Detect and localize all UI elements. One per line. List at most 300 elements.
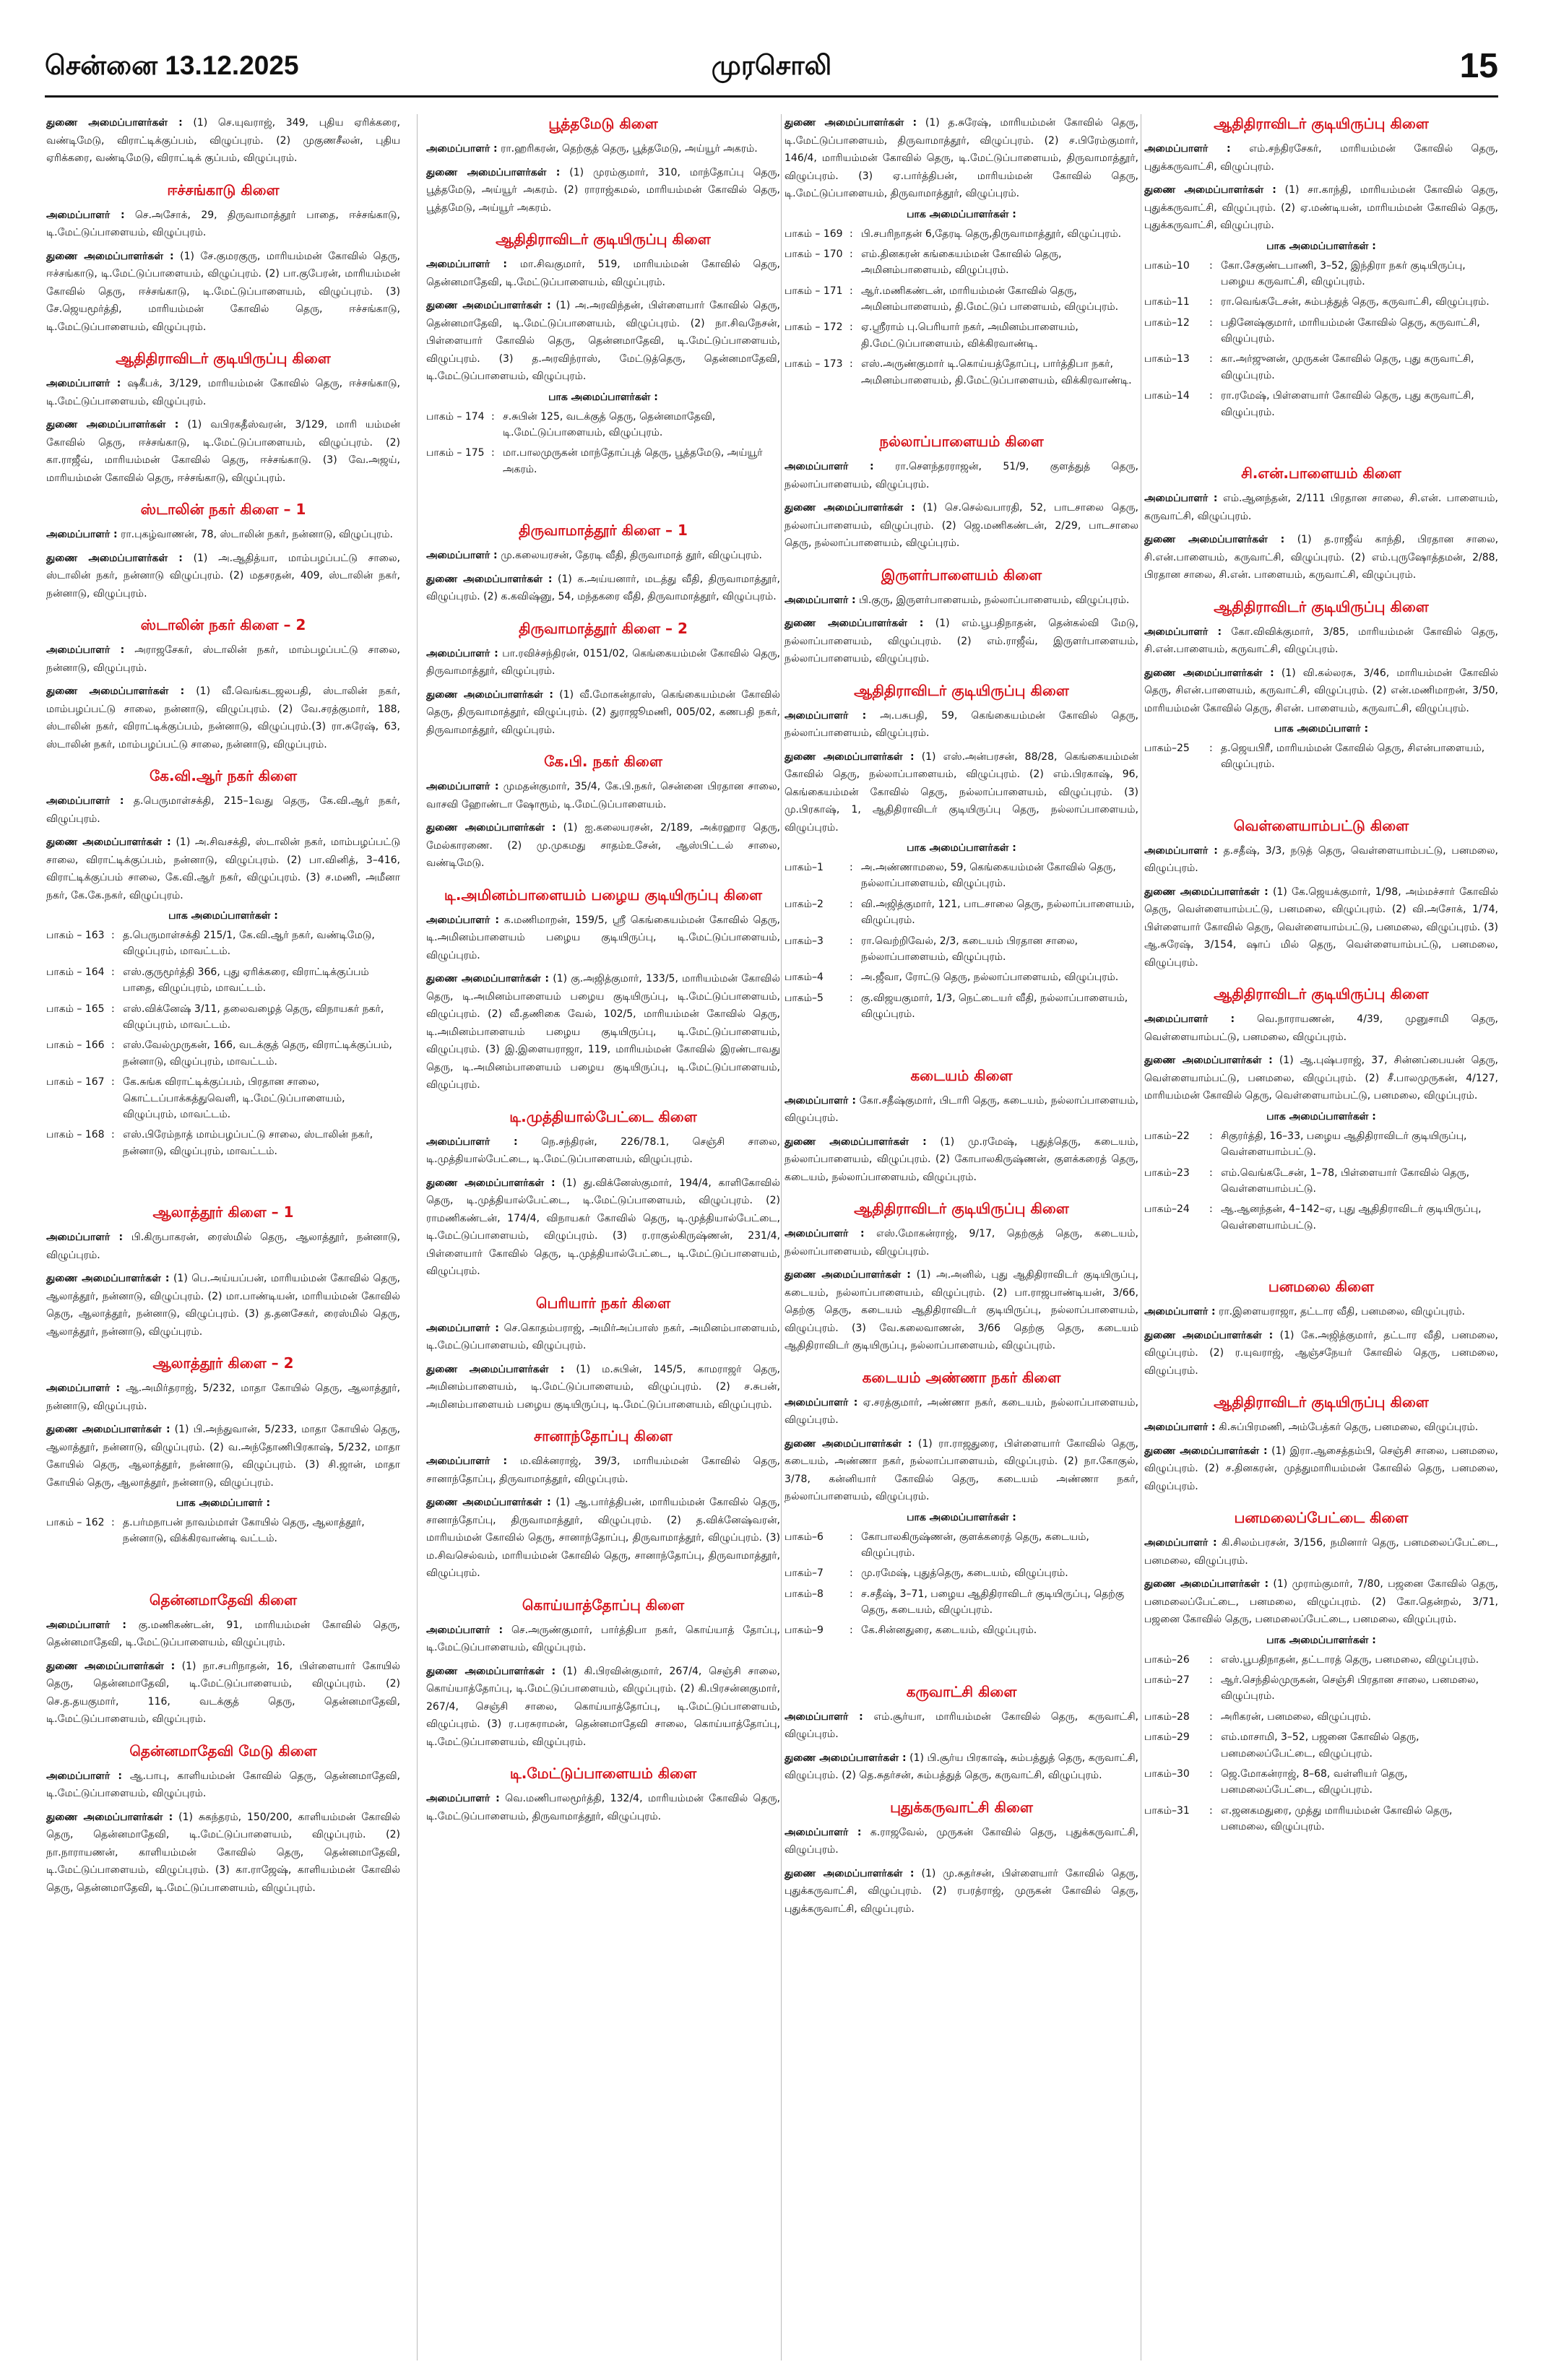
separator-colon: :	[111, 1076, 115, 1089]
booth-agent-details: அரிகரன், பனமலை, விழுப்புரம்.	[1221, 1710, 1371, 1723]
officer-details: (1) த.ராஜீவ் காந்தி, பிரதான சாலை, சி.என்.பாளையம், கருவாட்சி, விழுப்புரம். (2) எம்.புருஷோத்தமன், 2/88, பிரதான சாலை, சி.என். பாளையம், கருவாட்சி, விழுப்புரம்.	[1144, 534, 1498, 581]
role-label: துணை அமைப்பாளர்கள் :	[785, 1437, 912, 1450]
officer-entry	[426, 1320, 780, 1355]
booth-agent-row	[426, 445, 780, 477]
booth-number: பாகம் – 168	[46, 1129, 105, 1141]
branch-heading: கருவாட்சி கிளை	[906, 1682, 1017, 1700]
booth-agent-details: ச.சுபின் 125, வடக்குத் தெரு, தென்னமாதேவி, டி.மேட்டுப்பாளையம், விழுப்புரம்.	[503, 410, 716, 438]
officer-details: (1) அ.அனில், புது ஆதிதிராவிடர் குடியிருப்பு, கடையம், நல்லாப்பாளையம், விழுப்புரம். (2) பா.ராஜபாண்டியன், 3/66, தெற்கு தெரு, கடையம் ஆதிதிராவிடர் குடியிருப்பு, நல்லாப்பாளையம், விழுப்புரம். (3) வே.கலைவாணன், 3/66 தெற்கு தெரு, கடையம் ஆதிதிராவிடர் குடியிருப்பு, நல்லாப்பாளையம், விழுப்புரம்.	[785, 1269, 1138, 1352]
officer-entry	[46, 683, 400, 753]
officer-entry	[46, 1380, 400, 1415]
booth-number: பாகம்–9	[785, 1624, 824, 1637]
booth-agent-details: கா.அர்ஜுனன், முருகன் கோவில் தெரு, புது கருவாட்சி, விழுப்புரம்.	[1221, 353, 1474, 381]
booth-number: பாகம் – 172	[785, 321, 843, 334]
column-3	[785, 114, 1138, 2360]
branch-section	[426, 1107, 780, 1281]
branch-section	[46, 1354, 400, 1547]
role-label: அமைப்பாளர் :	[785, 1396, 858, 1408]
officer-entry	[426, 1453, 780, 1488]
separator-colon: :	[1209, 1130, 1213, 1142]
booth-number: பாகம்–12	[1144, 316, 1190, 329]
role-label: துணை அமைப்பாளர்கள் :	[426, 1665, 556, 1677]
officer-entry	[426, 1663, 780, 1752]
separator-colon: :	[850, 898, 853, 910]
officer-details: (1) ஆ.பார்த்திபன், மாரியம்மன் கோவில் தெரு, சானாந்தோப்பு, திருவாமாத்தூர், விழுப்புரம். (2) த.விக்னேஷ்வரன், மாரியம்மன் கோவில் தெரு, சானாந்தோப்பு, திருவாமாத்தூர், விழுப்புரம். (3) ம.சிவசெல்வம், மாரியம்மன் கோவில் தெரு, சானாந்தோப்பு, திருவாமாத்தூர், விழுப்புரம்.	[426, 1497, 780, 1580]
branch-heading: புதுக்கருவாட்சி கிளை	[890, 1798, 1033, 1816]
role-label: துணை அமைப்பாளர்கள் :	[785, 502, 915, 514]
role-label: துணை அமைப்பாளர்கள் :	[46, 1811, 173, 1823]
officer-entry	[46, 641, 400, 677]
officer-entry	[46, 375, 400, 410]
booth-agents-heading: பாக அமைப்பாளர்கள் :	[168, 910, 278, 922]
booth-agent-row	[785, 990, 1138, 1023]
booth-number: பாகம் – 166	[46, 1039, 105, 1052]
booth-agent-row	[46, 1127, 400, 1159]
role-label: துணை அமைப்பாளர்கள் :	[426, 688, 553, 701]
officer-entry	[46, 1229, 400, 1264]
booth-agent-row	[1144, 1766, 1498, 1799]
separator-colon: :	[850, 321, 853, 334]
role-label: அமைப்பாளர் :	[1144, 1421, 1216, 1434]
booth-agents-heading: பாக அமைப்பாளர்கள் :	[1266, 1634, 1376, 1646]
role-label: துணை அமைப்பாளர்கள் :	[426, 1363, 565, 1375]
branch-section	[1144, 985, 1498, 1234]
booth-number: பாகம் – 165	[46, 1003, 105, 1015]
branch-heading: இருளர்பாளையம் கிளை	[881, 566, 1042, 584]
booth-number: பாகம் – 162	[46, 1517, 105, 1529]
booth-agent-row	[1144, 1803, 1498, 1835]
officer-entry	[1144, 181, 1498, 235]
booth-number: பாகம்–5	[785, 992, 824, 1004]
officer-details: கோ.விவிக்குமார், 3/85, மாரியம்மன் கோவில் தெரு, சி.என்.பாளையம், கருவாட்சி, விழுப்புரம்.	[1144, 626, 1498, 656]
booth-agent-details: எம்.தினகரன் கங்கையம்மன் கோவில் தெரு, அமினம்பாளையம், விழுப்புரம்.	[861, 248, 1062, 277]
officer-details: ரா.ஹரிகரன், தெற்குத் தெரு, பூத்தமேடு, அய்யூர் அகரம்.	[501, 143, 758, 155]
booth-agent-details: எம்.வெங்கடேசன், 1–78, பிள்ளையார் கோவில் தெரு, வெள்ளையாம்பட்டு.	[1221, 1167, 1470, 1195]
officer-entry	[1144, 1534, 1498, 1570]
officer-details: ஷகீபக், 3/129, மாரியம்மன் கோவில் தெரு, ஈச்சங்காடு, டி.மேட்டுப்பாளையம், விழுப்புரம்.	[46, 378, 400, 407]
role-label: அமைப்பாளர் :	[785, 594, 856, 606]
branch-section	[785, 1066, 1138, 1187]
branch-heading: நல்லாப்பாளையம் கிளை	[879, 433, 1044, 451]
branch-heading: கே.வி.ஆர் நகர் கிளை	[149, 767, 298, 784]
separator-colon: :	[1209, 743, 1213, 755]
officer-entry	[785, 592, 1138, 610]
branch-heading: கடையம் அண்ணா நகர் கிளை	[862, 1368, 1061, 1386]
branch-heading: ஈச்சங்காடு கிளை	[167, 181, 280, 199]
officer-details: (1) அ.ஆதித்யா, மாம்பழப்பட்டு சாலை, ஸ்டாலின் நகர், நன்னாடு விழுப்புரம். (2) மதசரதன், 409, ஸ்டாலின் நகர், நன்னாடு, விழுப்புரம்.	[46, 552, 400, 600]
officer-entry	[1144, 490, 1498, 525]
role-label: அமைப்பாளர் :	[785, 709, 867, 722]
role-label: அமைப்பாளர் :	[426, 259, 507, 270]
officer-entry	[785, 707, 1138, 743]
officer-details: (1) செ.செல்வபாரதி, 52, பாடசாலை தெரு, நல்லாப்பாளையம், விழுப்புரம். (2) ஜெ.மணிகண்டன், 2/29, பாடசாலை தெரு, நல்லாப்பாளையம், விழுப்புரம்.	[785, 502, 1138, 550]
booth-agent-row	[1144, 315, 1498, 347]
separator-colon: :	[850, 935, 853, 947]
officer-details: (1) ஆ.புஷ்பராஜ், 37, சின்னப்பையன் தெரு, வெள்ளையாம்பட்டு, பனமலை, விழுப்புரம். (2) சீ.பாலமுருகன், 4/127, மாரியம்மன் கோவில் தெரு, வெள்ளையாம்பட்டு, பனமலை, விழுப்புரம்.	[1144, 1055, 1498, 1102]
branch-section	[426, 1427, 780, 1583]
officer-details: (1) வீ.வெங்கடஜலபதி, ஸ்டாலின் நகர், மாம்பழப்பட்டு சாலை, நன்னாடு, விழுப்புரம். (2) வே.சரத்குமார், 188, ஸ்டாலின் நகர், விராட்டிக்குப்பம், நன்னாடு, விழுப்புரம்.(3) ரா.சுரேஷ், 63, ஸ்டாலின் நகர், மாம்பழப்பட்டு சாலை, நன்னாடு, விழுப்புரம்.	[46, 685, 400, 750]
branch-section	[785, 1199, 1138, 1355]
booth-number: பாகம்–23	[1144, 1167, 1190, 1179]
role-label: அமைப்பாளர் :	[426, 914, 499, 926]
role-label: துணை அமைப்பாளர்கள் :	[46, 1424, 170, 1436]
branch-heading: ஆதிதிராவிடர் குடியிருப்பு கிளை	[1214, 597, 1429, 615]
separator-colon: :	[1209, 1767, 1213, 1780]
role-label: துணை அமைப்பாளர்கள் :	[785, 750, 915, 763]
officer-details: த.சதீஷ், 3/3, நடுத் தெரு, வெள்ளையாம்பட்டு, பனமலை, விழுப்புரம்.	[1144, 844, 1498, 875]
booth-agent-row	[785, 1622, 1138, 1638]
booth-agent-details: ஆர்.மணிகண்டன், மாரியம்மன் கோவில் தெரு, அமினம்பாளையம், தி.மேட்டுப் பாளையம், விழுப்புரம்.	[861, 285, 1119, 313]
booth-agent-row	[1144, 294, 1498, 310]
booth-agent-details: கே.சின்னதுரை, கடையம், விழுப்புரம்.	[861, 1624, 1037, 1637]
officer-entry	[1144, 623, 1498, 659]
role-label: துணை அமைப்பாளர்கள் :	[785, 1135, 927, 1148]
role-label: துணை அமைப்பாளர்கள் :	[46, 419, 179, 430]
branch-heading: பூத்தமேடு கிளை	[548, 115, 658, 132]
booth-agent-row	[785, 283, 1138, 316]
officer-entry	[46, 792, 400, 828]
booth-agent-row	[1144, 1165, 1498, 1198]
role-label: அமைப்பாளர் :	[426, 647, 498, 659]
officer-details: (1) கி.பிரவின்குமார், 267/4, செஞ்சி சாலை, கொய்யாத்தோப்பு, டி.மேட்டுப்பாளையம், விழுப்புரம். (2) கி.பிரசன்னகுமார், 267/4, செஞ்சி சாலை, கொய்யாத்தோப்பு, டி.மேட்டுப்பாளையம், விழுப்புரம். (3) ர.பரசுராமன், தென்னமாதேவி சாலை, கொய்யாத்தோப்பு, டி.மேட்டுப்பாளையம், விழுப்புரம்.	[426, 1665, 780, 1748]
role-label: துணை அமைப்பாளர்கள் :	[46, 552, 183, 564]
role-label: துணை அமைப்பாளர்கள் :	[46, 836, 171, 848]
officer-details: வெ.நாராயணன், 4/39, முனுசாமி தெரு, வெள்ளையாம்பட்டு, பனமலை, விழுப்புரம்.	[1144, 1013, 1498, 1043]
officer-entry	[426, 547, 780, 565]
role-label: துணை அமைப்பாளர்கள் :	[426, 166, 561, 178]
officer-entry	[426, 571, 780, 606]
booth-agent-row	[1144, 1672, 1498, 1705]
booth-agent-details: பதினேஷ்குமார், மாரியம்மன் கோவில் தெரு, கருவாட்சி, விழுப்புரம்.	[1221, 316, 1480, 345]
role-label: துணை அமைப்பாளர்கள் :	[426, 1497, 551, 1509]
branch-heading: ஆதிதிராவிடர் குடியிருப்பு கிளை	[1214, 1393, 1429, 1411]
branch-section	[46, 114, 400, 168]
role-label: துணை அமைப்பாளர்கள் :	[785, 1752, 907, 1764]
booth-agent-details: எம்.மாசாமி, 3–52, பஜனை கோவில் தெரு, பனமலைப்பேட்டை, விழுப்புரம்.	[1221, 1731, 1419, 1760]
branch-section	[46, 181, 400, 337]
officer-entry	[1144, 140, 1498, 176]
role-label: அமைப்பாளர் :	[426, 550, 498, 562]
booth-agent-row	[46, 1074, 400, 1122]
booth-agent-details: கு.விஜயகுமார், 1/3, நெட்டையர் வீதி, நல்லாப்பாளையம், விழுப்புரம்.	[861, 992, 1128, 1021]
booth-number: பாகம்–6	[785, 1531, 824, 1543]
column-1	[46, 114, 400, 2360]
booth-agents-heading: பாக அமைப்பாளர்கள் :	[907, 842, 1016, 854]
branch-section	[785, 1368, 1138, 1639]
branch-section	[785, 1682, 1138, 1785]
booth-agent-row	[1144, 1201, 1498, 1234]
officer-details: ரா.சௌந்தரராஜன், 51/9, குளத்துத் தெரு, நல்லாப்பாளையம், விழுப்புரம்.	[785, 461, 1138, 490]
officer-entry	[426, 1494, 780, 1583]
separator-colon: :	[491, 410, 495, 423]
role-label: அமைப்பாளர் :	[1144, 844, 1218, 857]
officer-entry	[785, 114, 1138, 203]
role-label: அமைப்பாளர் :	[785, 1228, 865, 1240]
role-label: துணை அமைப்பாளர்கள் :	[1144, 1329, 1274, 1341]
officer-details: செ.அருண்குமார், பார்த்திபா நகர், கொய்யாத் தோப்பு, டி.மேட்டுப்பாளையம், விழுப்புரம்.	[426, 1624, 780, 1654]
officer-entry	[426, 297, 780, 386]
booth-agent-details: எஸ்.அருண்குமார் டி.கொய்யத்தோப்பு, பார்த்திபா நகர், அமினம்பாளையம், தி.மேட்டுப்பாளையம், விக்கிரவாண்டி.	[861, 358, 1132, 386]
officer-details: அ.பசுபதி, 59, கெங்கையம்மன் கோவில் தெரு, நல்லாப்பாளையம், விழுப்புரம்.	[785, 709, 1138, 740]
branch-section	[426, 521, 780, 606]
branch-heading: திருவாமாத்தூர் கிளை – 1	[519, 522, 688, 540]
officer-details: (1) த.சுரேஷ், மாரியம்மன் கோவில் தெரு, டி.மேட்டுப்பாளையம், திருவாமாத்தூர், விழுப்புரம். (2) ச.பிரேம்குமார், 146/4, மாரியம்மன் கோவில் தெரு, டி.மேட்டுப்பாளையம், திருவாமாத்தூர், விழுப்புரம். (3) ஏ.பார்த்திபன், மாரியம்மன் கோவில் தெரு, டி.மேட்டுப்பாளையம், திருவாமாத்தூர், விழுப்புரம்.	[785, 117, 1138, 199]
officer-entry	[426, 686, 780, 740]
column-divider	[781, 114, 782, 2360]
booth-agent-row	[1144, 1709, 1498, 1725]
separator-colon: :	[850, 1624, 853, 1637]
booth-agent-details: பி.சபரிநாதன் 6,தேரடி தெரு,திருவாமாத்தூர், விழுப்புரம்.	[861, 228, 1122, 240]
officer-details: அராஜசேகர், ஸ்டாலின் நகர், மாம்பழப்பட்டு சாலை, நன்னாடு, விழுப்புரம்.	[46, 644, 400, 674]
booth-number: பாகம்–22	[1144, 1130, 1190, 1142]
booth-agent-details: ரா.வெங்கடேசன், சும்பத்துத் தெரு, கருவாட்சி, விழுப்புரம்.	[1221, 296, 1490, 308]
officer-details: கி.சிலம்பரசன், 3/156, நமினார் தெரு, பனமலைப்பேட்டை, பனமலை, விழுப்புரம்.	[1144, 1537, 1498, 1567]
branch-heading: ஆதிதிராவிடர் குடியிருப்பு கிளை	[496, 230, 711, 248]
officer-details: (1) எம்.பூபதிநாதன், தென்கல்வி மேடு, நல்லாப்பாளையம், விழுப்புரம். (2) எம்.ராஜீவ், இருளர்பாளையம், நல்லாப்பாளையம், விழுப்புரம்.	[785, 618, 1138, 665]
officer-entry	[785, 1266, 1138, 1355]
booth-agent-details: எஸ்.பிரேம்நாத் மாம்பழப்பட்டு சாலை, ஸ்டாலின் நகர், நன்னாடு, விழுப்புரம், மாவட்டம்.	[123, 1129, 373, 1157]
officer-details: வெ.மணிபாலமூர்த்தி, 132/4, மாரியம்மன் கோவில் தெரு, டி.மேட்டுப்பாளையம், திருவாமாத்தூர், விழுப்புரம்.	[426, 1793, 780, 1822]
role-label: அமைப்பாளர் :	[46, 644, 125, 656]
branch-heading: ஆதிதிராவிடர் குடியிருப்பு கிளை	[854, 681, 1069, 699]
booth-agent-details: த.பர்மநாபன் நாவம்மாள் கோயில் தெரு, ஆலாத்தூர், நன்னாடு, விக்கிரவாண்டி வட்டம்.	[123, 1517, 365, 1545]
officer-details: நெ.சந்திரன், 226/78.1, செஞ்சி சாலை, டி.முத்தியால்பேட்டை, டி.மேட்டுப்பாளையம், விழுப்புரம்.	[426, 1135, 780, 1166]
officer-entry	[426, 256, 780, 291]
role-label: துணை அமைப்பாளர்கள் :	[785, 1269, 911, 1281]
officer-details: மா.சிவகுமார், 519, மாரியம்மன் கோவில் தெரு, தென்னமாதேவி, டி.மேட்டுப்பாளையம், விழுப்புரம்.	[426, 259, 780, 288]
role-label: அமைப்பாளர் :	[46, 1382, 121, 1395]
branch-heading: டி.முத்தியால்பேட்டை கிளை	[509, 1107, 697, 1125]
role-label: துணை அமைப்பாளர்கள் :	[1144, 667, 1274, 679]
officer-details: ஆ.அமிர்தராஜ், 5/232, மாதா கோயில் தெரு, ஆலாத்தூர், நன்னாடு, விழுப்புரம்.	[46, 1382, 400, 1412]
branch-section	[1144, 1393, 1498, 1495]
officer-entry	[46, 416, 400, 487]
branch-section	[785, 566, 1138, 668]
officer-details: (1) கே.அஜித்குமார், தட்டார வீதி, பனமலை, விழுப்புரம். (2) ர.யுவராஜ், ஆஞ்சநேயர் கோவில் தெரு, பனமலை, விழுப்புரம்.	[1144, 1329, 1498, 1377]
officer-details: (1) அ.அரவிந்தன், பிள்ளையார் கோவில் தெரு, தென்னமாதேவி, டி.மேட்டுப்பாளையம், விழுப்புரம். (2) நா.சிவநேசன், பிள்ளையார் கோவில் தெரு, தென்னமாதேவி, டி.மேட்டுப்பாளையம், விழுப்புரம். (3) த.அரவிந்ராஸ், மேட்டுத்தெரு, தென்னமாதேவி, டி.மேட்டுப்பாளையம், விழுப்புரம்.	[426, 300, 780, 382]
officer-entry	[785, 1092, 1138, 1128]
officer-entry	[46, 1421, 400, 1492]
booth-agent-details: கே.சுங்க விராட்டிக்குப்பம், பிரதான சாலை, கொட்டப்பாக்கத்துவெளி, டி.மேட்டுப்பாளையம், விழுப்புரம், மாவட்டம்.	[123, 1076, 345, 1120]
booth-number: பாகம் – 174	[426, 410, 485, 423]
officer-details: (1) இரா.ஆசைத்தம்பி, செஞ்சி சாலை, பனமலை, விழுப்புரம். (2) ச.தினகரன், முத்துமாரியம்மன் கோவில் தெரு, பனமலை, விழுப்புரம்.	[1144, 1445, 1498, 1492]
role-label: அமைப்பாளர் :	[426, 1455, 508, 1468]
officer-details: (1) வீ.மோகன்தாஸ், கெங்கையம்மன் கோவில் தெரு, திருவாமாத்தூர், விழுப்புரம். (2) துராஜூமணி, 005/02, கணபதி நகர், திருவாமாத்தூர், விழுப்புரம்.	[426, 688, 780, 736]
role-label: துணை அமைப்பாளர்கள் :	[46, 1660, 176, 1672]
branch-section	[785, 114, 1138, 389]
officer-details: (1) சுகந்தரம், 150/200, காளியம்மன் கோவில் தெரு, தென்னமாதேவி, டி.மேட்டுப்பாளையம், விழுப்புரம். (2) நா.நாராயணன், காளியம்மன் கோவில் தெரு, தென்னமாதேவி, டி.மேட்டுப்பாளையம், விழுப்புரம். (3) கா.ராஜேஷ், காளியம்மன் கோவில் தெரு, தென்னமாதேவி, டி.மேட்டுப்பாளையம், விழுப்புரம்.	[46, 1811, 400, 1894]
officer-entry	[1144, 1303, 1498, 1321]
officer-details: (1) பி.அந்துவான், 5/233, மாதா கோயில் தெரு, ஆலாத்தூர், நன்னாடு, விழுப்புரம். (2) வ.அந்தோணிபிரகாஷ், 5/232, மாதா கோயில் தெரு, ஆலாத்தூர், நன்னாடு, விழுப்புரம். (3) சி.ஜான், மாதா கோயில் தெரு, ஆலாத்தூர், நன்னாடு, விழுப்புரம்.	[46, 1424, 400, 1489]
officer-entry	[426, 140, 780, 158]
booth-agent-row	[785, 246, 1138, 279]
booth-agent-details: மு.ரமேஷ், புதுத்தெரு, கடையம், விழுப்புரம்.	[861, 1567, 1068, 1580]
role-label: துணை அமைப்பாளர்கள் :	[426, 973, 549, 985]
branch-section	[46, 1203, 400, 1341]
role-label: அமைப்பாளர் :	[426, 781, 499, 793]
officer-details: செ.கொதம்பராஜ், அமிர்அப்பாஸ் நகர், அமினம்பாளையம், டி.மேட்டுப்பாளையம், விழுப்புரம்.	[426, 1322, 780, 1352]
officer-entry	[426, 164, 780, 217]
role-label: துணை அமைப்பாளர்கள் :	[1144, 886, 1268, 898]
officer-details: ம.விக்னராஜ், 39/3, மாரியம்மன் கோவில் தெரு, சானாந்தோப்பு, திருவாமாத்தூர், விழுப்புரம்.	[426, 1455, 780, 1485]
role-label: அமைப்பாளர் :	[426, 1135, 518, 1148]
separator-colon: :	[1209, 296, 1213, 308]
booth-agent-row	[46, 1037, 400, 1070]
booth-agent-details: சிகுரர்த்தி, 16–33, பழைய ஆதிதிராவிடர் குடியிருப்பு, வெள்ளையாம்பட்டு.	[1221, 1130, 1467, 1159]
booth-agent-details: எஸ்.விக்னேஷ் 3/11, தலைவழைத் தெரு, விநாயகர் நகர், விழுப்புரம், மாவட்டம்.	[123, 1003, 384, 1031]
officer-details: ரா.புகழ்வாணன், 78, ஸ்டாலின் நகர், நன்னாடு, விழுப்புரம்.	[121, 529, 393, 540]
officer-entry	[426, 1133, 780, 1169]
booth-number: பாகம்–1	[785, 862, 824, 874]
officer-details: (1) து.விக்னேஸ்குமார், 194/4, காளிகோவில் தெரு, டி.முத்தியால்பேட்டை, டி.மேட்டுப்பாளையம், விழுப்புரம். (2) ராமணிகண்டன், 174/4, விநாயகர் கோவில் தெரு, டி.முத்தியால்பேட்டை, டி.மேட்டுப்பாளையம், விழுப்புரம். (3) ர.ராகுல்கிருஷ்ணன், 231/4, பிள்ளையார் கோவில் தெரு, டி.முத்தியால்பேட்டை, டி.மேட்டுப்பாளையம், விழுப்புரம்.	[426, 1177, 780, 1278]
officer-entry	[426, 1622, 780, 1657]
booth-number: பாகம்–11	[1144, 296, 1190, 308]
separator-colon: :	[111, 1039, 115, 1052]
separator-colon: :	[1209, 1804, 1213, 1817]
branch-section	[1144, 464, 1498, 584]
role-label: அமைப்பாளர் :	[1144, 493, 1218, 505]
separator-colon: :	[1209, 316, 1213, 329]
role-label: துணை அமைப்பாளர்கள் :	[1144, 1055, 1273, 1067]
officer-details: (1) சா.காந்தி, மாரியம்மன் கோவில் தெரு, புதுக்கருவாட்சி, விழுப்புரம். (2) ஏ.மண்டியன், மாரியம்மன் கோவில் தெரு, புதுக்கருவாட்சி, விழுப்புரம்.	[1144, 184, 1498, 231]
separator-colon: :	[850, 248, 853, 260]
role-label: துணை அமைப்பாளர்கள் :	[785, 117, 917, 129]
officer-entry	[1144, 665, 1498, 718]
booth-agent-row	[785, 1586, 1138, 1619]
officer-details: கோ.சதீஷ்குமார், பிடாரி தெரு, கடையம், நல்லாப்பாளையம், விழுப்புரம்.	[785, 1094, 1138, 1125]
branch-heading: டி.மேட்டுப்பாளையம் கிளை	[509, 1765, 697, 1783]
officer-entry	[785, 458, 1138, 493]
separator-colon: :	[1209, 353, 1213, 365]
branch-section	[46, 1591, 400, 1728]
role-label: அமைப்பாளர் :	[426, 1322, 499, 1334]
officer-details: செ.அசோக், 29, திருவாமாத்தூர் பாதை, ஈச்சங்காடு, டி.மேட்டுப்பாளையம், விழுப்புரம்.	[46, 209, 400, 238]
booth-agent-row	[785, 226, 1138, 242]
branch-heading: சி.என்.பாளையம் கிளை	[1241, 464, 1401, 483]
role-label: அமைப்பாளர் :	[785, 1094, 856, 1107]
branch-heading: தென்னமாதேவி கிளை	[149, 1591, 298, 1609]
officer-entry	[426, 819, 780, 873]
booth-number: பாகம்–14	[1144, 390, 1190, 402]
officer-details: (1) முரம்குமார், 310, மாந்தோப்பு தெரு, பூத்தமேடு, அய்யூர் அகரம். (2) ராராஜ்கமல், மாரியம்மன் கோவில் தெரு, பூத்தமேடு, அய்யூர் அகரம்.	[426, 166, 780, 214]
role-label: அமைப்பாளர் :	[785, 1710, 863, 1723]
booth-number: பாகம்–30	[1144, 1767, 1190, 1780]
branch-section	[785, 432, 1138, 553]
booth-agent-row	[785, 896, 1138, 929]
booth-agent-row	[1144, 1729, 1498, 1762]
separator-colon: :	[850, 228, 853, 240]
officer-details: (1) நா.சபரிநாதன், 16, பிள்ளையார் கோயில் தெரு, தென்னமாதேவி, டி.மேட்டுப்பாளையம், விழுப்புரம். (2) செ.த.தயகுமார், 116, வடக்குத் தெரு, தென்னமாதேவி, டி.மேட்டுப்பாளையம், விழுப்புரம்.	[46, 1660, 400, 1726]
booth-number: பாகம்–28	[1144, 1710, 1190, 1723]
officer-entry	[426, 1361, 780, 1414]
booth-number: பாகம்–8	[785, 1588, 824, 1600]
officer-entry	[46, 550, 400, 603]
booth-agent-details: கோபாலகிருஷ்ணன், குளக்கரைத் தெரு, கடையம், விழுப்புரம்.	[861, 1531, 1089, 1559]
officer-details: பி.குரு, இருளர்பாளையம், நல்லாப்பாளையம், விழுப்புரம்.	[859, 594, 1130, 606]
booth-number: பாகம்–26	[1144, 1653, 1190, 1666]
officer-details: (1) அ.சிவசக்தி, ஸ்டாலின் நகர், மாம்பழப்பட்டு சாலை, விராட்டிக்குப்பம், நன்னாடு, விழுப்புரம். (2) பா.வினித், 3–416, விராட்டிக்குப்பம் சாலை, கே.வி.ஆர் நகர், விழுப்புரம். (3) ச.மணி, அமீனா நகர், கே.கே.நகர், விழுப்புரம்.	[46, 836, 400, 901]
separator-colon: :	[111, 1129, 115, 1141]
separator-colon: :	[111, 1517, 115, 1529]
officer-entry	[785, 1225, 1138, 1260]
booth-agent-details: அ.அண்ணாமலை, 59, கெங்கையம்மன் கோவில் தெரு, நல்லாப்பாளையம், விழுப்புரம்.	[861, 862, 1116, 890]
booth-agent-details: ரா.வெற்றிவேல், 2/3, கடையம் பிரதான சாலை, நல்லாப்பாளையம், விழுப்புரம்.	[861, 935, 1079, 963]
branch-section	[426, 114, 780, 217]
officer-entry	[46, 1809, 400, 1897]
officer-entry	[785, 1435, 1138, 1506]
booth-agent-details: எ.ஜனகமதுரை, முத்து மாரியம்மன் கோவில் தெரு, பனமலை, விழுப்புரம்.	[1221, 1804, 1453, 1833]
branch-heading: வெள்ளையாம்பட்டு கிளை	[1233, 816, 1409, 834]
officer-details: பி.கிருபாகரன், ரைஸ்மில் தெரு, ஆலாத்தூர், நன்னாடு, விழுப்புரம்.	[46, 1232, 400, 1261]
branch-heading: சானாந்தோப்பு கிளை	[534, 1427, 673, 1445]
officer-details: (1) முராம்குமார், 7/80, பஜனை கோவில் தெரு, பனமலைப்பேட்டை, பனமலை, விழுப்புரம். (2) கோ.தென்றல், 3/71, பஜனை கோவில் தெரு, பனமலைப்பேட்டை, பனமலை, விழுப்புரம்.	[1144, 1578, 1498, 1626]
branch-heading: பனமலைப்பேட்டை கிளை	[1234, 1509, 1409, 1527]
branch-section	[1144, 1277, 1498, 1380]
officer-details: (1) ரா.ராஜதுரை, பிள்ளையார் கோவில் தெரு, கடையம், அண்ணா நகர், நல்லாப்பாளையம், விழுப்புரம். (2) நா.கோகுல், 3/78, கன்னியார் கோவில் தெரு, கடையம் அண்ணா நகர், நல்லாப்பாளையம், விழுப்புரம்.	[785, 1437, 1138, 1503]
branch-section	[1144, 1508, 1498, 1835]
booth-agent-row	[1144, 351, 1498, 384]
separator-colon: :	[850, 358, 853, 371]
officer-details: ரா.இளையராஜா, தட்டார வீதி, பனமலை, விழுப்புரம்.	[1219, 1306, 1465, 1318]
booth-agent-row	[785, 319, 1138, 352]
officer-entry	[46, 1767, 400, 1803]
role-label: துணை அமைப்பாளர்கள் :	[1144, 184, 1276, 196]
officer-details: (1) க.அய்யனார், மடத்து வீதி, திருவாமாத்தூர், விழுப்புரம். (2) க.கவிஷ்னு, 54, மந்தகரை வீதி, திருவாமாத்தூர், விழுப்புரம்.	[426, 573, 780, 603]
booth-agent-row	[785, 860, 1138, 892]
role-label: அமைப்பாளர் :	[46, 1619, 126, 1631]
branch-section	[46, 1741, 400, 1897]
role-label: அமைப்பாளர் :	[426, 143, 498, 155]
separator-colon: :	[111, 1003, 115, 1015]
officer-entry	[1144, 531, 1498, 584]
separator-colon: :	[850, 285, 853, 297]
booth-agent-details: ஆ.ஆனந்தன், 4–142–ஏ, புது ஆதிதிராவிடர் குடியிருப்பு, வெள்ளையாம்பட்டு.	[1221, 1203, 1482, 1232]
officer-entry	[426, 970, 780, 1094]
booth-agent-row	[46, 927, 400, 960]
separator-colon: :	[850, 1588, 853, 1600]
role-label: அமைப்பாளர் :	[46, 378, 121, 389]
officer-entry	[1144, 1575, 1498, 1629]
officer-entry	[1144, 1419, 1498, 1437]
separator-colon: :	[491, 447, 495, 459]
branch-section	[785, 1798, 1138, 1918]
officer-details: (1) மு.சுதர்சன், பிள்ளையார் கோவில் தெரு, புதுக்கருவாட்சி, விழுப்புரம். (2) ரபரத்ராஜ், முருகன் கோவில் தெரு, புதுக்கருவாட்சி, விழுப்புரம்.	[785, 1867, 1138, 1915]
column-divider	[417, 114, 418, 2360]
booth-agents-heading: பாக அமைப்பாளர் :	[1274, 723, 1369, 735]
officer-entry	[46, 114, 400, 168]
booth-agent-details: எஸ்.வேல்முருகன், 166, வடக்குத் தெரு, விராட்டிக்குப்பம், நன்னாடு, விழுப்புரம், மாவட்டம்.	[123, 1039, 392, 1068]
branch-heading: ஆலாத்தூர் கிளை – 2	[152, 1354, 294, 1372]
branch-section	[426, 1294, 780, 1414]
officer-details: (1) கு.அஜித்குமார், 133/5, மாரியம்மன் கோவில் தெரு, டி.அமினம்பாளையம் பழைய குடியிருப்பு, டி.மேட்டுப்பாளையம், விழுப்புரம். (2) வீ.தணிகை வேல், 102/5, மாரியம்மன் கோவில் தெரு, டி.அமினம்பாளையம் பழைய குடியிருப்பு, டி.மேட்டுப்பாளையம், விழுப்புரம். (3) இ.இளையராஜா, 119, மாரியம்மன் கோவில் இரண்டாவது தெரு, டி.அமினம்பாளையம் பழைய குடியிருப்பு, டி.மேட்டுப்பாளையம், விழுப்புரம்.	[426, 973, 780, 1091]
branch-section	[426, 886, 780, 1094]
role-label: துணை அமைப்பாளர்கள் :	[1144, 1578, 1269, 1591]
role-label: அமைப்பாளர் :	[1144, 1306, 1216, 1318]
role-label: துணை அமைப்பாளர்கள் :	[1144, 1445, 1268, 1457]
booth-agent-row	[785, 356, 1138, 389]
officer-details: (1) ஐ.கலையரசன், 2/189, அக்ரஹார தெரு, மேல்காரணை. (2) மு.முகமது சாதம்உசேன், ஆஸ்பிட்டல் சாலை, வண்டிமேடு.	[426, 822, 780, 870]
branch-heading: ஸ்டாலின் நகர் கிளை – 2	[140, 616, 306, 633]
booth-agent-details: ஜெ.மோகன்ராஜ், 8–68, வள்ளியர் தெரு, பனமலைப்பேட்டை, விழுப்புரம்.	[1221, 1767, 1408, 1796]
role-label: துணை அமைப்பாளர்கள் :	[785, 618, 924, 630]
booth-agent-row	[1144, 258, 1498, 290]
booth-agent-row	[785, 969, 1138, 985]
booth-agent-row	[46, 1001, 400, 1034]
branch-heading: கடையம் கிளை	[910, 1066, 1013, 1084]
booth-agent-details: அ.ஜீவா, ரோட்டு தெரு, நல்லாப்பாளையம், விழுப்புரம்.	[861, 972, 1119, 984]
separator-colon: :	[1209, 259, 1213, 272]
officer-entry	[785, 499, 1138, 553]
